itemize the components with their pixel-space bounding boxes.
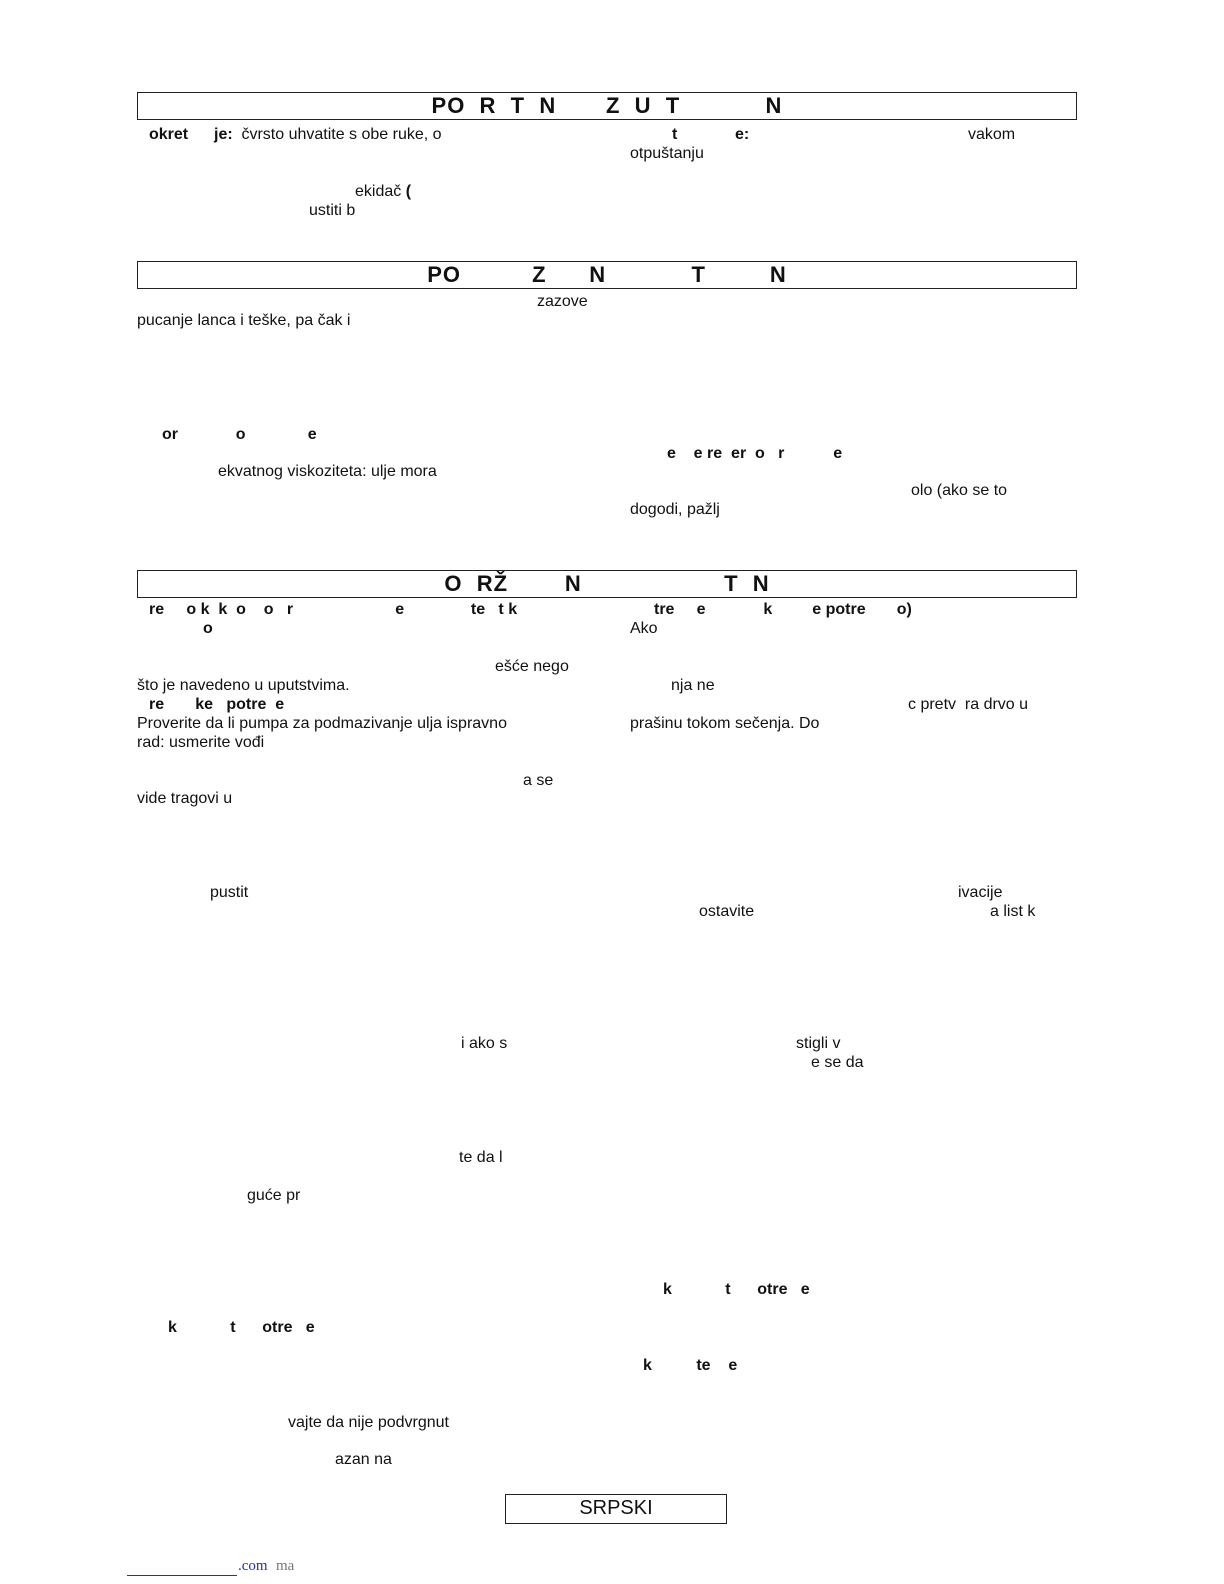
- text-line: a se: [523, 772, 554, 789]
- text-line: e e re er o r e: [667, 445, 843, 462]
- text-line: a list k: [990, 903, 1036, 920]
- text-line: re ke potre e: [149, 696, 285, 713]
- text-line: or o e: [162, 426, 317, 443]
- text-line: re o k k o o r e te t k: [149, 601, 518, 618]
- text-t: t: [672, 126, 678, 143]
- site-link[interactable]: .com: [238, 1558, 268, 1574]
- text-line: e se da: [811, 1054, 864, 1071]
- text-line: nja ne: [671, 677, 715, 694]
- link-underline: [127, 1575, 237, 1576]
- text-line: ostavite: [699, 903, 755, 920]
- text-line: ivacije: [958, 884, 1003, 901]
- text-line: ešće nego: [495, 658, 569, 675]
- section-header-2: PO Z N T N: [137, 261, 1077, 289]
- text-line: c pretv ra drvo u: [908, 696, 1029, 713]
- text-line: o: [203, 620, 213, 637]
- text-line: ekvatnog viskoziteta: ulje mora: [218, 463, 437, 480]
- language-label: SRPSKI: [505, 1494, 727, 1524]
- text-je: je:: [214, 126, 233, 143]
- site-suffix: ma: [276, 1558, 295, 1574]
- text-line: guće pr: [247, 1187, 301, 1204]
- text-line: što je navedeno u uputstvima.: [137, 677, 350, 694]
- text-line: i ako s: [461, 1035, 508, 1052]
- text-line: otpuštanju: [630, 145, 704, 162]
- text-line: Ako: [630, 620, 658, 637]
- text-okret: okret: [149, 126, 189, 143]
- text-ekidac: ekidač: [355, 183, 406, 200]
- section-header-1: PO R T N Z U T N: [137, 92, 1077, 120]
- text-line: azan na: [335, 1451, 392, 1468]
- text-line: tre e k e potre o): [654, 601, 912, 618]
- text-line: čvrsto uhvatite s obe ruke, o: [237, 126, 442, 143]
- text-e: e:: [735, 126, 750, 143]
- text-line: vide tragovi u: [137, 790, 233, 807]
- text-line: Proverite da li pumpa za podmazivanje ulja ispravno: [137, 715, 507, 732]
- text-line: pustit: [210, 884, 249, 901]
- text-line: vajte da nije podvrgnut: [288, 1414, 449, 1431]
- text-line: olo (ako se to: [911, 482, 1008, 499]
- text-line: rad: usmerite vođi: [137, 734, 265, 751]
- text-line: prašinu tokom sečenja. Do: [630, 715, 820, 732]
- text-line: stigli v: [796, 1035, 841, 1052]
- text-line: k t otre e: [168, 1319, 315, 1336]
- text-line: vakom: [968, 126, 1016, 143]
- text-line: k t otre e: [663, 1281, 810, 1298]
- section-header-3: O RŽ N T N: [137, 570, 1077, 598]
- text-line: ustiti b: [309, 202, 356, 219]
- text-line: te da l: [459, 1149, 503, 1166]
- text-line: zazove: [537, 293, 588, 310]
- text-line: pucanje lanca i teške, pa čak i: [137, 312, 351, 329]
- text-line: dogodi, pažlj: [630, 501, 720, 518]
- text-line: [355, 182, 411, 201]
- text-paren: (: [405, 183, 412, 200]
- text-line: k te e: [643, 1357, 738, 1374]
